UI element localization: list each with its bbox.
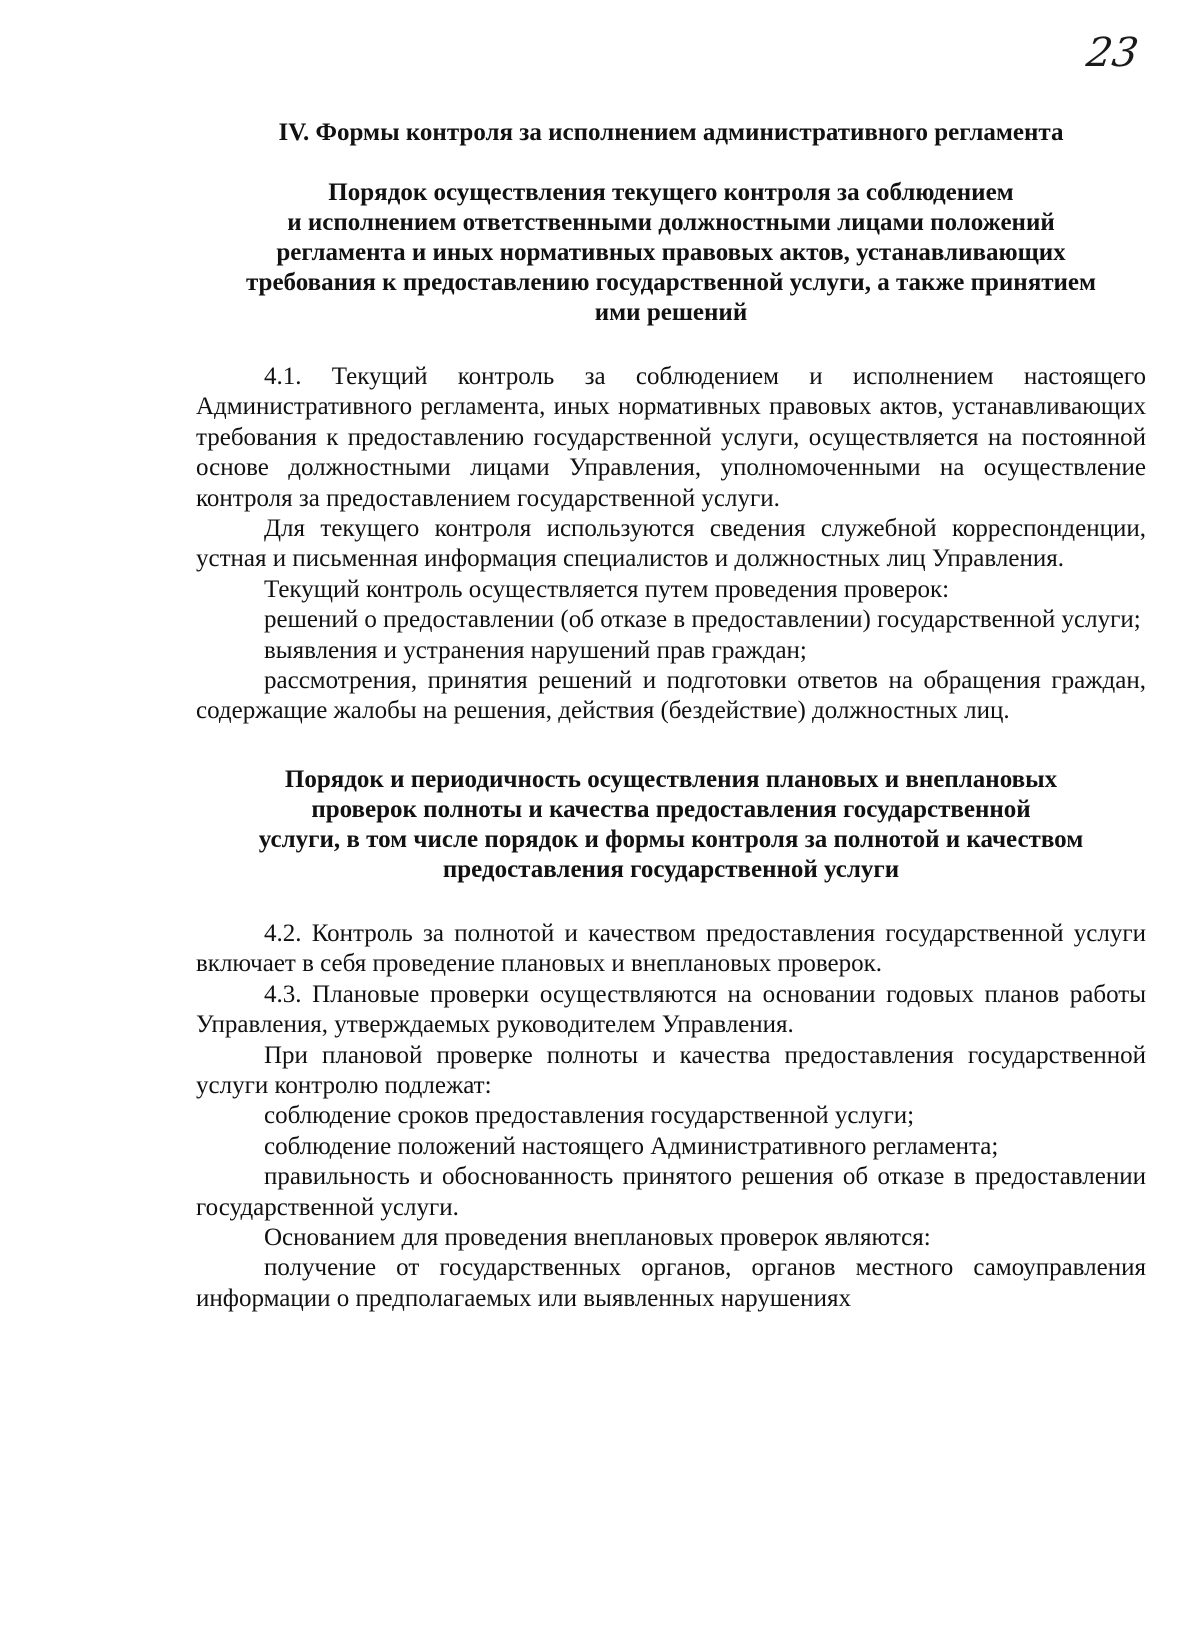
list-item: решений о предоставлении (об отказе в предоставлении) государственной услуги; [264, 606, 1141, 634]
list-item: выявления и устранения нарушений прав граждан; [264, 636, 807, 664]
paragraph: Основанием для проведения внеплановых проверок являются: [264, 1223, 931, 1251]
subheading-line: услуги, в том числе порядок и формы контроля за полнотой и качеством [258, 825, 1084, 853]
subheading-line: Порядок осуществления текущего контроля за соблюдением [328, 179, 1014, 206]
paragraph-4-3: 4.3. Плановые проверки осуществляются на основании годовых планов работы Управления, утверждаемых руководителем Управления. [196, 980, 1146, 1039]
paragraph-4-2: 4.2. Контроль за полнотой и качеством предоставления государственной услуги включает в себя проведение плановых и внеплановых проверок. [196, 919, 1146, 978]
list-item: рассмотрения, принятия решений и подготовки ответов на обращения граждан, содержащие жалобы на решения, действия (бездействие) должностных лиц. [196, 667, 1146, 725]
paragraph-4-1: 4.1. Текущий контроль за соблюдением и исполнением настоящего Административного регламента, иных нормативных правовых актов, устанавливающих требования к предоставлению государственной услуги, осуществляется на постоянной основе должностными лицами Управления, уполномоченными на осуществление контроля за предоставлением государственной услуги. [196, 363, 1146, 512]
subheading-line: Порядок и периодичность осуществления плановых и внеплановых [284, 765, 1058, 793]
list-item: соблюдение положений настоящего Административного регламента; [264, 1132, 999, 1160]
subheading-line: регламента и иных нормативных правовых актов, устанавливающих [276, 239, 1066, 266]
subheading-line: и исполнением ответственными должностными лицами положений [287, 209, 1055, 236]
paragraphs-current-control [196, 362, 1146, 727]
paragraph: Для текущего контроля используются сведения служебной корреспонденции, устная и письменная информация специалистов и должностных лиц Управления. [196, 515, 1146, 573]
subheading-line: предоставления государственной услуги [442, 855, 900, 883]
document-body [196, 118, 1146, 1314]
section-title: IV. Формы контроля за исполнением административного регламента [278, 119, 1064, 146]
paragraph: При плановой проверке полноты и качества предоставления государственной услуги контролю подлежат: [196, 1041, 1146, 1099]
list-item: правильность и обоснованность принятого решения об отказе в предоставлении государственной услуги. [196, 1163, 1146, 1221]
subheading-line: ими решений [594, 299, 748, 326]
subheading-scheduled-checks [196, 765, 1146, 885]
handwritten-page-number: 23 [1083, 30, 1142, 76]
subheading-current-control [196, 178, 1146, 328]
paragraph: Текущий контроль осуществляется путем проведения проверок: [264, 575, 950, 603]
list-item: получение от государственных органов, органов местного самоуправления информации о предполагаемых или выявленных нарушениях [196, 1254, 1146, 1312]
subheading-line: требования к предоставлению государственной услуги, а также принятием [245, 269, 1097, 296]
paragraphs-scheduled-checks [196, 919, 1146, 1314]
list-item: соблюдение сроков предоставления государственной услуги; [264, 1102, 915, 1130]
subheading-line: проверок полноты и качества предоставления государственной [311, 795, 1031, 823]
